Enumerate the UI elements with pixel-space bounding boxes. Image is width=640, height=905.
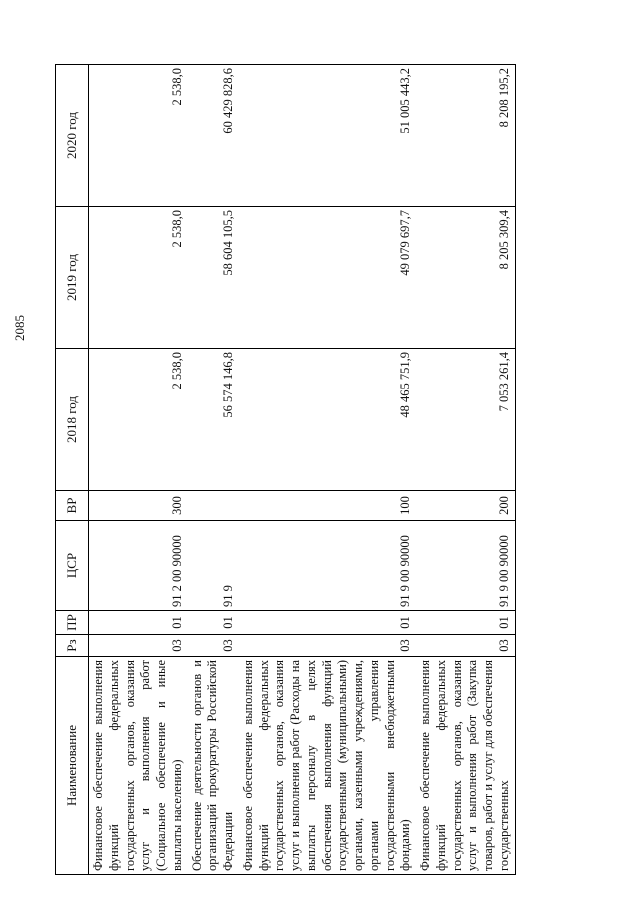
table-row <box>89 65 188 875</box>
row-2020: 51 005 443,2 <box>239 65 416 207</box>
row-name: Финансовое обеспечение выполнения функций федеральных государственных органов, оказания услуг и выполнения работ (Расходы на выплаты персоналу в целях обеспечения выполнения функций государственными (муниципальными) органами, казенными учреждениями, органами управления государственными внебюджетными фондами) <box>239 657 416 875</box>
header-name: Наименование <box>56 657 89 875</box>
row-2018: 56 574 146,8 <box>188 349 239 491</box>
header-csr: ЦСР <box>56 521 89 611</box>
row-2019: 8 205 309,4 <box>416 207 515 349</box>
row-vr: 300 <box>89 491 188 521</box>
row-2019: 58 604 105,5 <box>188 207 239 349</box>
table-header-row <box>56 65 89 875</box>
row-pr: 01 <box>239 611 416 635</box>
row-vr: 200 <box>416 491 515 521</box>
table-row <box>416 65 515 875</box>
row-rz: 03 <box>239 635 416 657</box>
row-csr: 91 2 00 90000 <box>89 521 188 611</box>
row-rz: 03 <box>416 635 515 657</box>
row-pr: 01 <box>89 611 188 635</box>
page-number: 2085 <box>12 315 27 341</box>
table-row <box>188 65 239 875</box>
header-2020: 2020 год <box>56 65 89 207</box>
header-pr: ПР <box>56 611 89 635</box>
row-2020: 8 208 195,2 <box>416 65 515 207</box>
row-name: Финансовое обеспечение выполнения функций федеральных государственных органов, оказания услуг и выполнения работ (Социальное обеспечение и иные выплаты населению) <box>89 657 188 875</box>
header-rz: Рз <box>56 635 89 657</box>
row-vr <box>188 491 239 521</box>
header-2018: 2018 год <box>56 349 89 491</box>
row-name: Обеспечение деятельности органов и организаций прокуратуры Российской Федерации <box>188 657 239 875</box>
table-row <box>239 65 416 875</box>
row-2020: 2 538,0 <box>89 65 188 207</box>
rotated-table-container <box>55 65 590 875</box>
row-2019: 49 079 697,7 <box>239 207 416 349</box>
row-rz: 03 <box>89 635 188 657</box>
row-pr: 01 <box>416 611 515 635</box>
row-2020: 60 429 828,6 <box>188 65 239 207</box>
row-2018: 48 465 751,9 <box>239 349 416 491</box>
header-2019: 2019 год <box>56 207 89 349</box>
row-name: Финансовое обеспечение выполнения функций федеральных государственных органов, оказания услуг и выполнения работ (Закупка товаров, работ и услуг для обеспечения государственных <box>416 657 515 875</box>
row-pr: 01 <box>188 611 239 635</box>
row-csr: 91 9 00 90000 <box>239 521 416 611</box>
header-vr: ВР <box>56 491 89 521</box>
row-2019: 2 538,0 <box>89 207 188 349</box>
budget-table <box>55 64 516 875</box>
row-rz: 03 <box>188 635 239 657</box>
row-csr: 91 9 <box>188 521 239 611</box>
row-csr: 91 9 00 90000 <box>416 521 515 611</box>
row-2018: 2 538,0 <box>89 349 188 491</box>
row-vr: 100 <box>239 491 416 521</box>
row-2018: 7 053 261,4 <box>416 349 515 491</box>
